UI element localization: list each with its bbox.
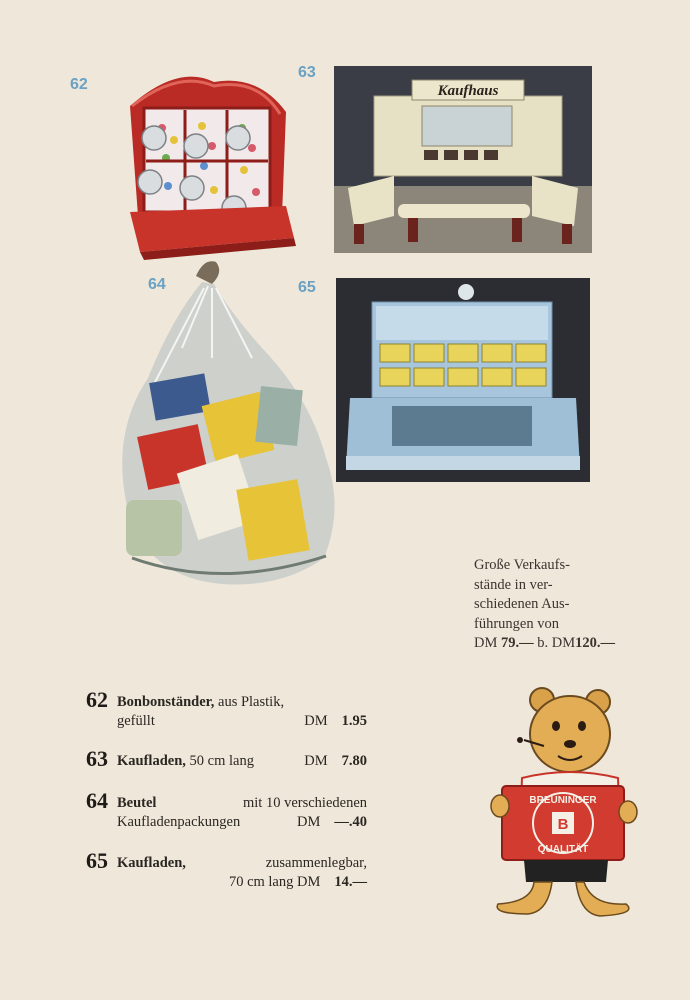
currency: DM — [474, 635, 498, 651]
item-number: 64 — [86, 788, 108, 813]
breuninger-bear-mascot — [488, 682, 648, 922]
figure-number-62: 62 — [70, 76, 88, 93]
kaufhaus-sign: Kaufhaus — [437, 83, 499, 99]
sign-top-text: BREUNINGER — [529, 795, 597, 806]
caption-line: Große Verkaufs- — [474, 557, 570, 573]
price-from: 79.— — [501, 635, 534, 651]
caption-line: schiedenen Aus- — [474, 596, 570, 612]
blue-counter-photo — [336, 278, 590, 482]
item-name: Bonbonständer, — [117, 694, 215, 710]
caption-price-line — [474, 634, 674, 654]
caption-verkaufsstaende — [474, 556, 674, 654]
kaufhaus-shop-photo — [334, 66, 592, 253]
item-number: 62 — [86, 687, 108, 712]
figure-number-64: 64 — [148, 276, 166, 293]
item-name: Beutel — [117, 795, 157, 811]
caption-bis: b. — [537, 635, 549, 651]
sign-logo-letter: B — [557, 816, 569, 833]
item-number: 63 — [86, 746, 108, 771]
goods-bag-illustration — [112, 258, 342, 588]
item-number: 65 — [86, 848, 108, 873]
item-name: Kaufladen, — [117, 753, 186, 769]
currency: DM — [551, 635, 576, 651]
sign-bottom-text: QUALITÄT — [537, 844, 589, 855]
currency: DM — [304, 753, 328, 769]
item-price: —.40 — [334, 814, 367, 830]
currency: DM — [304, 713, 328, 729]
candy-dispenser-illustration — [118, 66, 298, 262]
currency: DM — [297, 874, 321, 890]
item-desc: 50 cm lang — [189, 753, 254, 769]
item-desc2: Kaufladenpackungen — [117, 814, 241, 830]
item-price: 1.95 — [341, 713, 367, 729]
item-price: 14.— — [334, 874, 367, 890]
figure-number-63: 63 — [298, 64, 316, 81]
item-desc: zusammenlegbar, — [265, 855, 367, 871]
item-name: Kaufladen, — [117, 855, 186, 871]
item-desc2: gefüllt — [117, 713, 155, 729]
currency: DM — [297, 814, 321, 830]
figure-number-65: 65 — [298, 279, 316, 296]
caption-line: führungen von — [474, 615, 559, 632]
item-desc: aus Plastik, — [218, 694, 285, 710]
item-desc2: 70 cm lang — [228, 874, 294, 890]
caption-line: stände in ver- — [474, 576, 553, 593]
item-price: 7.80 — [341, 753, 367, 769]
price-to: 120.— — [575, 635, 615, 651]
item-desc: mit 10 verschiedenen — [242, 795, 367, 811]
